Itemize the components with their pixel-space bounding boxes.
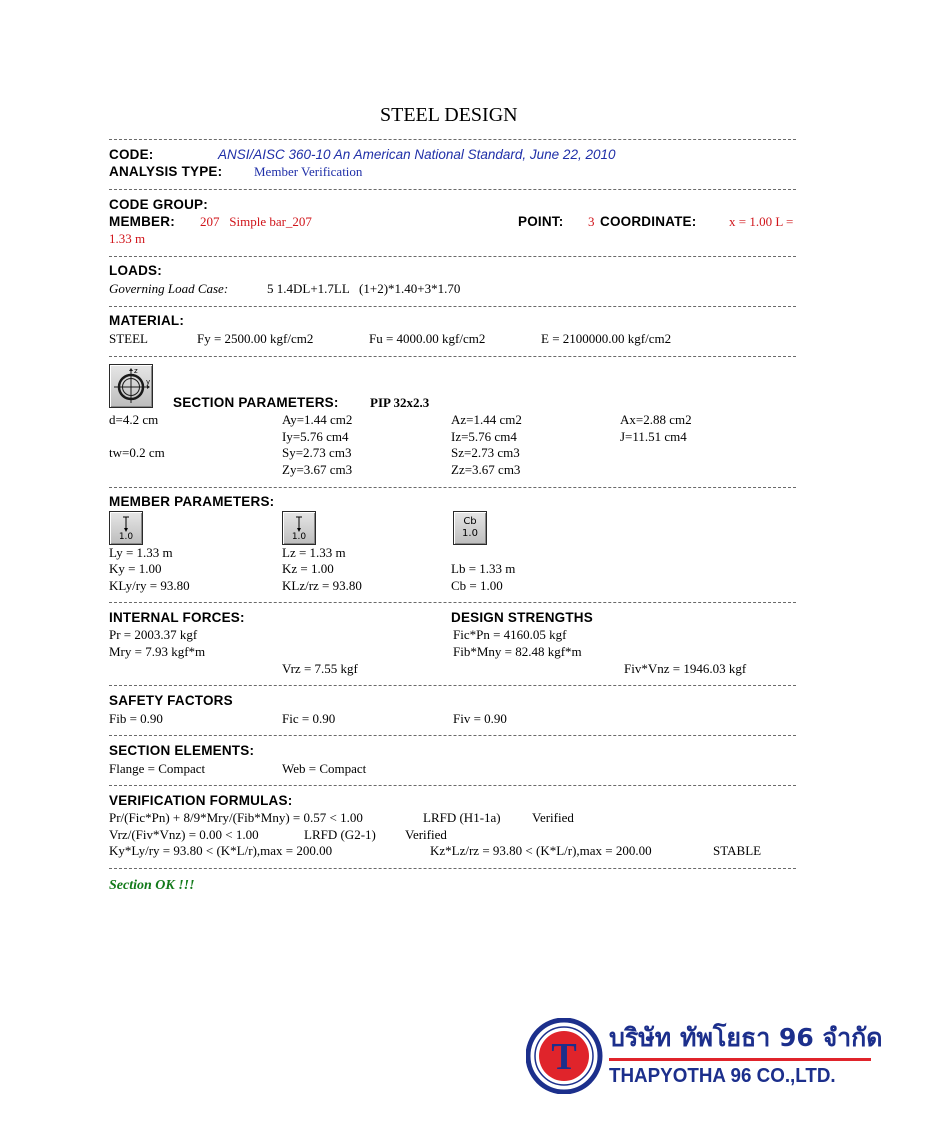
pipe-section-icon: [109, 364, 153, 408]
code-group-label: CODE GROUP:: [109, 197, 208, 212]
buckling-length-z-icon: [282, 511, 316, 545]
formula-interaction-ref: LRFD (H1-1a): [423, 810, 501, 825]
axis-y-label: y: [146, 378, 151, 386]
coordinate-value-cont: 1.33 m: [109, 231, 146, 246]
section-sy: Sy=2.73 cm3: [282, 445, 352, 460]
analysis-type-label: ANALYSIS TYPE:: [109, 164, 223, 179]
company-thai-name: บริษัท ทัพโยธา 96 จำกัด: [609, 1023, 883, 1052]
stability-status: STABLE: [713, 843, 762, 858]
force-pr: Pr = 2003.37 kgf: [109, 627, 198, 642]
analysis-type-value: Member Verification: [254, 164, 363, 179]
icon-value: 1.0: [462, 528, 478, 539]
formula-shear: Vrz/(Fiv*Vnz) = 0.00 < 1.00: [109, 827, 259, 842]
member-klz-rz: KLz/rz = 93.80: [282, 578, 362, 593]
loads-label: LOADS:: [109, 263, 162, 278]
section-ax: Ax=2.88 cm2: [620, 412, 692, 427]
formula-interaction: Pr/(Fic*Pn) + 8/9*Mry/(Fib*Mny) = 0.57 < 1.00: [109, 810, 363, 825]
member-params-label: MEMBER PARAMETERS:: [109, 494, 275, 509]
formula-shear-ref: LRFD (G2-1): [304, 827, 376, 842]
member-ly: Ly = 1.33 m: [109, 545, 173, 560]
material-fy: Fy = 2500.00 kgf/cm2: [197, 331, 314, 346]
result-status: Section OK !!!: [109, 878, 195, 893]
formula-slenderness-y: Ky*Ly/ry = 93.80 < (K*L/r),max = 200.00: [109, 843, 333, 858]
formula-shear-status: Verified: [405, 827, 447, 842]
section-sz: Sz=2.73 cm3: [451, 445, 520, 460]
divider: [109, 306, 796, 307]
section-zz: Zz=3.67 cm3: [451, 462, 521, 477]
page-title: STEEL DESIGN: [380, 104, 518, 126]
logo-underline: [609, 1058, 871, 1061]
material-label: MATERIAL:: [109, 313, 185, 328]
divider: [109, 685, 796, 686]
company-english-name: THAPYOTHA 96 CO.,LTD.: [609, 1065, 836, 1087]
web-class: Web = Compact: [282, 761, 367, 776]
force-vrz: Vrz = 7.55 kgf: [282, 661, 358, 676]
strength-mny: Fib*Mny = 82.48 kgf*m: [453, 644, 582, 659]
section-tw: tw=0.2 cm: [109, 445, 165, 460]
load-case-value: 5 1.4DL+1.7LL (1+2)*1.40+3*1.70: [267, 281, 461, 296]
force-mry: Mry = 7.93 kgf*m: [109, 644, 206, 659]
point-label: POINT:: [518, 214, 564, 229]
section-j: J=11.51 cm4: [620, 429, 687, 444]
internal-forces-label: INTERNAL FORCES:: [109, 610, 245, 625]
icon-value: 1.0: [118, 532, 134, 542]
verification-label: VERIFICATION FORMULAS:: [109, 793, 293, 808]
code-label: CODE:: [109, 147, 154, 162]
axis-z-label: z: [134, 367, 138, 375]
divider: [109, 139, 796, 140]
buckling-length-y-icon: [109, 511, 143, 545]
company-logo: [526, 1018, 883, 1094]
coordinate-value: x = 1.00 L =: [729, 214, 794, 229]
section-elements-label: SECTION ELEMENTS:: [109, 743, 255, 758]
member-ky: Ky = 1.00: [109, 561, 162, 576]
section-name: PIP 32x2.3: [370, 395, 430, 410]
material-name: STEEL: [109, 331, 148, 346]
divider: [109, 256, 796, 257]
divider: [109, 189, 796, 190]
divider: [109, 735, 796, 736]
member-lz: Lz = 1.33 m: [282, 545, 346, 560]
strength-pn: Fic*Pn = 4160.05 kgf: [453, 627, 567, 642]
company-emblem: [526, 1018, 604, 1094]
logo-letter: T: [551, 1036, 577, 1078]
member-lb: Lb = 1.33 m: [451, 561, 516, 576]
section-params-label: SECTION PARAMETERS:: [173, 395, 339, 410]
coordinate-label: COORDINATE:: [600, 214, 697, 229]
divider: [109, 602, 796, 603]
member-kly-ry: KLy/ry = 93.80: [109, 578, 190, 593]
point-value: 3: [588, 214, 595, 229]
code-value: ANSI/AISC 360-10 An American National Standard, June 22, 2010: [218, 147, 616, 162]
safety-factors-label: SAFETY FACTORS: [109, 693, 233, 708]
safety-fiv: Fiv = 0.90: [453, 711, 507, 726]
icon-label: Cb: [463, 516, 477, 527]
material-fu: Fu = 4000.00 kgf/cm2: [369, 331, 486, 346]
cb-coefficient-icon: [453, 511, 487, 545]
section-ay: Ay=1.44 cm2: [282, 412, 353, 427]
divider: [109, 868, 796, 869]
safety-fib: Fib = 0.90: [109, 711, 163, 726]
icon-value: 1.0: [291, 532, 307, 542]
member-cb: Cb = 1.00: [451, 578, 503, 593]
material-e: E = 2100000.00 kgf/cm2: [541, 331, 672, 346]
formula-interaction-status: Verified: [532, 810, 574, 825]
member-value: 207 Simple bar_207: [200, 214, 312, 229]
member-kz: Kz = 1.00: [282, 561, 334, 576]
section-az: Az=1.44 cm2: [451, 412, 522, 427]
divider: [109, 356, 796, 357]
safety-fic: Fic = 0.90: [282, 711, 336, 726]
member-label: MEMBER:: [109, 214, 175, 229]
section-zy: Zy=3.67 cm3: [282, 462, 353, 477]
divider: [109, 785, 796, 786]
section-iy: Iy=5.76 cm4: [282, 429, 349, 444]
design-strengths-label: DESIGN STRENGTHS: [451, 610, 593, 625]
strength-vnz: Fiv*Vnz = 1946.03 kgf: [624, 661, 747, 676]
flange-class: Flange = Compact: [109, 761, 206, 776]
section-iz: Iz=5.76 cm4: [451, 429, 517, 444]
formula-slenderness-z: Kz*Lz/rz = 93.80 < (K*L/r),max = 200.00: [430, 843, 652, 858]
load-case-label: Governing Load Case:: [109, 281, 229, 296]
section-d: d=4.2 cm: [109, 412, 159, 427]
divider: [109, 487, 796, 488]
